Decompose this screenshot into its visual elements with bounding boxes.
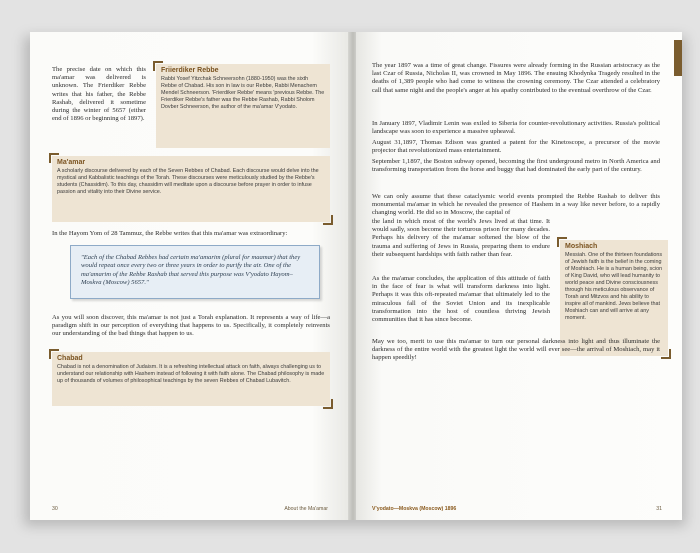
sidebar-title: Chabad	[57, 355, 83, 362]
sidebar-body: A scholarly discourse delivered by each of the Seven Rebbes of Chabad. Each discourse would delve into the mystical and Kabbalistic teachings of the Torah. These discourses were meticulously studied by the Rebbe's students (Chassidim). To this day, chassidim will meditate upon a discourse before prayer in order to infuse passion and vitality into their Divine service.	[57, 168, 319, 195]
chapter-tab	[674, 40, 682, 76]
sidebar-body: Chabad is not a denomination of Judaism. It is a refreshing intellectual attack on faith, always challenging us to understand our relationship with Hashem instead of following it with faith alone. The Chabad philosophy is made up of thousands of volumes of philosophical teachings by the seven Rebbes of Chabad Lubavitch.	[57, 364, 325, 384]
running-title-right: V'yodato—Moskva (Moscow) 1896	[372, 506, 457, 512]
frierdiker-rebbe-sidebar	[156, 64, 330, 148]
corner-ornament	[49, 153, 59, 163]
quote-box	[70, 245, 320, 299]
chabad-sidebar	[52, 352, 330, 406]
corner-ornament	[557, 237, 567, 247]
corner-ornament	[323, 399, 333, 409]
paragraph-conclusion: As the ma'amar concludes, the application of this attitude of faith in the face of fear is what will transform darkness into light. Perhaps it was this oft-repeated ma'amar that ultimately led to the miraculous fall of the Soviet Union and its inexplicable transformation into the host of countless thriving Jewish communities that it has since become.	[372, 275, 550, 324]
paragraph-moscow: the land in which most of the world's Jews lived at that time. It would sadly, soon become their torturous prison for many decades. Perhaps his delivery of the ma'amar softened the blow of the trauma and suffering of Jews in Russia, preparing them to endure their subsequent hardships with faith rather than fear.	[372, 218, 550, 258]
sidebar-title: Ma'amar	[57, 159, 86, 166]
maamar-sidebar	[52, 156, 330, 222]
paragraph-events: We can only assume that these cataclysmic world events prompted the Rebbe Rashab to deliver this monumental ma'amar in which he revealed the presence of Hashem in a way like never before, to a rapidly changing world. He did so in Moscow, the capital of	[372, 193, 660, 217]
paragraph-edison: August 31,1897, Thomas Edison was granted a patent for the Kinetoscope, a precursor of the movie projector that revolutionized mass entertainment.	[372, 139, 660, 155]
sidebar-body: Messiah. One of the thirteen foundations of Jewish faith is the belief in the coming of Moshiach. He is a human being, scion of King David, who will lead humanity to world peace and Divine consciousness through his meticulous observance of Torah and Mitzvos and his ability to inspire all of mankind. Jews believe that Moshiach can and will arrive at any moment.	[565, 252, 663, 321]
paragraph-1897: The year 1897 was a time of great change. Fissures were already forming in the Russian aristocracy as the last Czar of Russia, Nicholas II, was crowned in May 1896. The ensuing Khodynka Tragedy resulted in the deaths of 1,389 people who had come to witness the crowning ceremony. The Czar attended a celebratory call that same night and the people's anger at his apathy contributed to the eventual overthrow of the Czar.	[372, 62, 660, 94]
paradigm-paragraph: As you will soon discover, this ma'amar is not just a Torah explanation. It represents a way of life—a paradigm shift in our perception of everything that happens to us. Specifically, it completely reinvents our understanding of the bad things that happen to us.	[52, 314, 330, 338]
paragraph-subway: September 1,1897, the Boston subway opened, becoming the first underground metro in North America and transforming transportation from the horse and buggy that had dominated the early part of the century.	[372, 158, 660, 174]
corner-ornament	[323, 215, 333, 225]
book-spread	[30, 32, 682, 520]
sidebar-title: Moshiach	[565, 243, 598, 250]
running-title-left: About the Ma'amar	[284, 506, 328, 512]
left-page	[30, 32, 350, 520]
corner-ornament	[661, 349, 671, 359]
hayom-yom-paragraph: In the Hayom Yom of 28 Tammuz, the Rebbe writes that this ma'amar was extraordinary:	[52, 230, 288, 237]
corner-ornament	[153, 61, 163, 71]
page-number-right: 31	[656, 506, 662, 512]
corner-ornament	[49, 349, 59, 359]
intro-paragraph: The precise date on which this ma'amar was delivered is unknown. The Frierdiker Rebbe writes that his father, the Rebbe Rashab, delivered it sometime during the winter of 5657 (either end of 1896 or beginning of 1897).	[52, 66, 146, 123]
page-number-left: 30	[52, 506, 58, 512]
sidebar-title: Friierdiker Rebbe	[161, 67, 219, 74]
paragraph-closing: May we too, merit to use this ma'amar to turn our personal darkness into light and thus illuminate the darkness of the entire world with the greatest light the world will ever see—the arrival of Moshiach, may it happen speedily!	[372, 338, 660, 362]
quote-text: "Each of the Chabad Rebbes had certain ma'amarim (plural for maamar) that they would repeat once every two or three years in order to purify the air. One of the ma'amarim of the Rebbe Rashab that served this purpose was V'yodato Hayom–Moskva (Moscow) 5657."	[81, 254, 301, 286]
right-page	[356, 32, 682, 520]
paragraph-lenin: In January 1897, Vladimir Lenin was exiled to Siberia for counter-revolutionary activities. Russia's political landscape was soon to experience a massive upheaval.	[372, 120, 660, 136]
sidebar-body: Rabbi Yosef Yitzchak Schneersohn (1880-1950) was the sixth Rebbe of Chabad. His son in law is our Rebbe, Rabbi Menachem Mendel Schneerson. 'Frierdiker Rebbe' means 'previous Rebbe. The Frierdiker Rebbe's father was the Rebbe Rashab, Rabbi Sholom Dovber Schneerson, the author of the ma'amar V'yodato.	[161, 76, 325, 110]
